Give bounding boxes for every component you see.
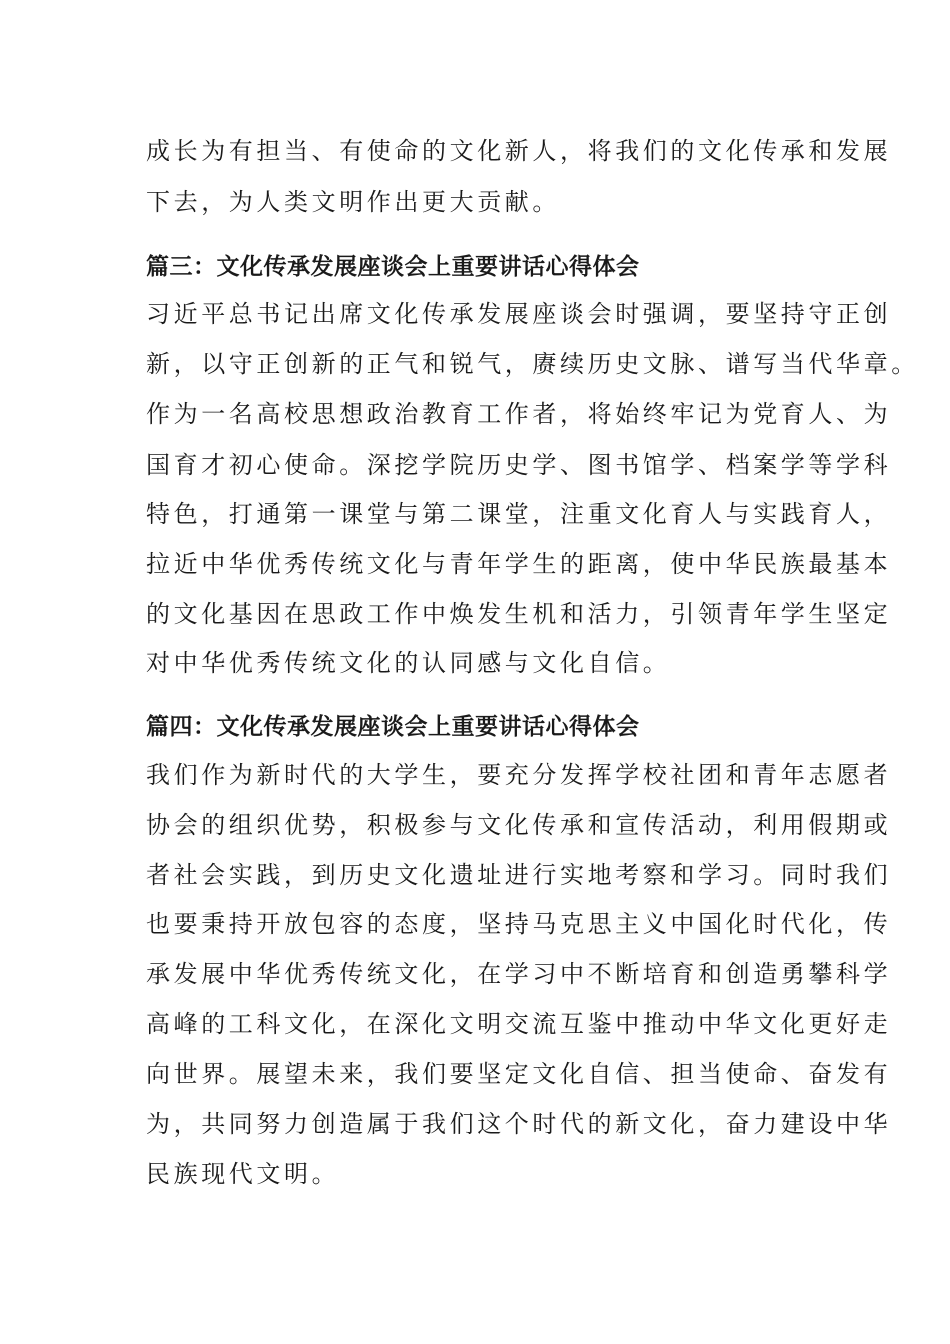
section4-line-1: 我们作为新时代的大学生，要充分发挥学校社团和青年志愿者	[146, 761, 892, 789]
section3-line-2: 新，以守正创新的正气和锐气，赓续历史文脉、谱写当代华章。	[146, 350, 919, 378]
section4-line-7: 向世界。展望未来，我们要坚定文化自信、担当使命、奋发有	[146, 1060, 892, 1088]
section4-line-6: 高峰的工科文化，在深化文明交流互鉴中推动中华文化更好走	[146, 1010, 892, 1038]
intro-line-1: 成长为有担当、有使命的文化新人，将我们的文化传承和发展	[146, 137, 892, 165]
section3-line-6: 拉近中华优秀传统文化与青年学生的距离，使中华民族最基本	[146, 550, 892, 578]
section3-line-7: 的文化基因在思政工作中焕发生机和活力，引领青年学生坚定	[146, 600, 892, 628]
section3-line-4: 国育才初心使命。深挖学院历史学、图书馆学、档案学等学科	[146, 451, 892, 479]
section4-line-4: 也要秉持开放包容的态度，坚持马克思主义中国化时代化，传	[146, 910, 892, 938]
section4-line-9: 民族现代文明。	[146, 1160, 340, 1188]
section3-line-8: 对中华优秀传统文化的认同感与文化自信。	[146, 649, 671, 677]
section4-line-5: 承发展中华优秀传统文化，在学习中不断培育和创造勇攀科学	[146, 960, 892, 988]
intro-line-2: 下去，为人类文明作出更大贡献。	[146, 188, 560, 216]
section3-line-3: 作为一名高校思想政治教育工作者，将始终牢记为党育人、为	[146, 400, 892, 428]
section4-line-2: 协会的组织优势，积极参与文化传承和宣传活动，利用假期或	[146, 811, 892, 839]
section3-line-5: 特色，打通第一课堂与第二课堂，注重文化育人与实践育人，	[146, 500, 892, 528]
section3-heading: 篇三：文化传承发展座谈会上重要讲话心得体会	[146, 254, 640, 280]
section3-line-1: 习近平总书记出席文化传承发展座谈会时强调，要坚持守正创	[146, 300, 892, 328]
section4-heading: 篇四：文化传承发展座谈会上重要讲话心得体会	[146, 714, 640, 740]
section4-line-3: 者社会实践，到历史文化遗址进行实地考察和学习。同时我们	[146, 861, 892, 889]
section4-line-8: 为，共同努力创造属于我们这个时代的新文化，奋力建设中华	[146, 1110, 892, 1138]
